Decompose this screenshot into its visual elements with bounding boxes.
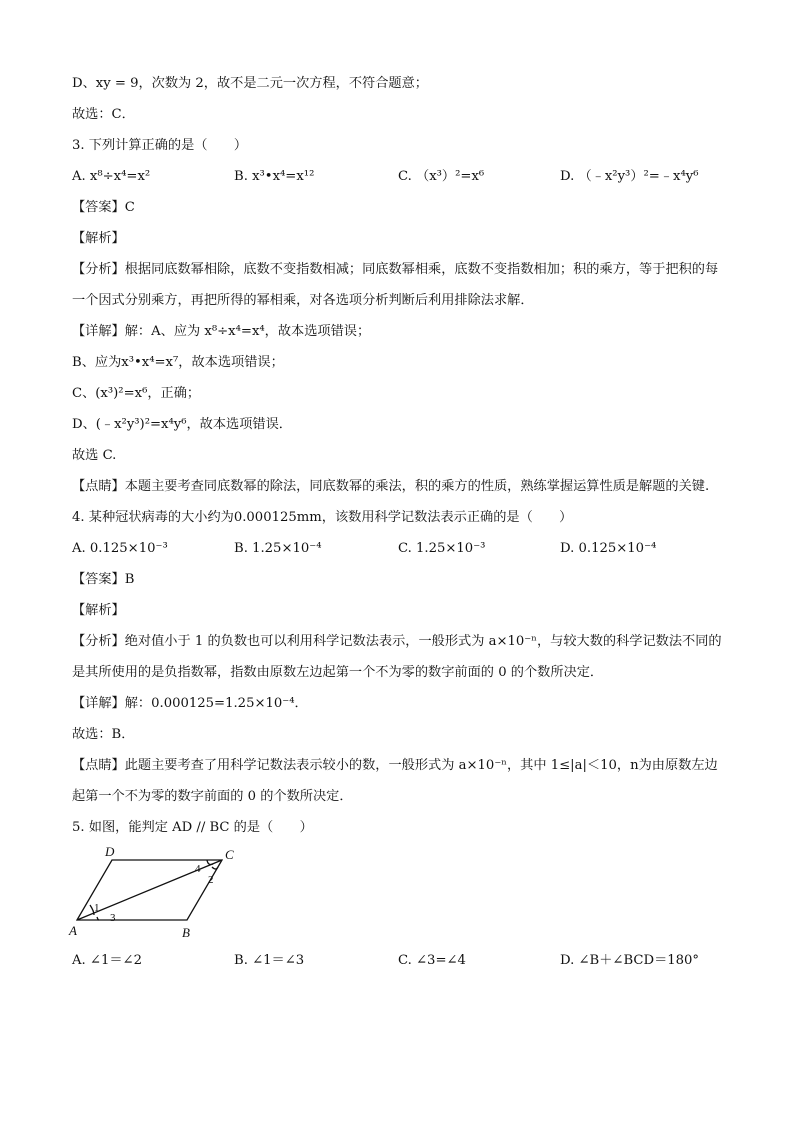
answer-tag: 【答案】 [72, 200, 125, 215]
fenxi-paragraph [72, 254, 722, 316]
answer-tag: 【答案】 [72, 572, 125, 587]
exam-page [69, 68, 722, 976]
fenxi-paragraph [72, 626, 722, 688]
angle-label-4: 4 [195, 863, 201, 875]
option-a: A. 0.125×10⁻³ [72, 541, 168, 556]
question-5-options [72, 945, 722, 976]
fenxi-tag: 【分析】 [72, 634, 125, 649]
text-line: 故选 C. [72, 448, 117, 463]
question-5-stem: 5. 如图，能判定 AD // BC 的是（ ） [72, 820, 313, 835]
angle-arc-2 [212, 867, 218, 869]
option-d: D. ∠B＋∠BCD＝180° [560, 953, 700, 968]
answer-value: C [124, 200, 135, 215]
text-line: D、(﹣x²y³)²=x⁴y⁶，故本选项错误． [72, 417, 292, 432]
option-c: C. ∠3=∠4 [398, 953, 466, 968]
analysis-tag: 【解析】 [72, 231, 125, 246]
option-b: B. ∠1＝∠3 [234, 953, 305, 968]
angle-label-3: 3 [110, 912, 116, 924]
answer-line [72, 192, 722, 223]
dianjing-tag: 【点睛】 [72, 479, 125, 494]
text-line: B、应为x³•x⁴=x⁷，故本选项错误； [72, 355, 284, 370]
fenxi-tag: 【分析】 [72, 262, 125, 277]
label-a: A [69, 923, 77, 938]
option-a: A. ∠1＝∠2 [72, 953, 142, 968]
label-d: D [105, 844, 115, 859]
fenxi-text: 根据同底数幂相除，底数不变指数相减；同底数幂相乘，底数不变指数相加；积的乘方，等于把积的每一个因式分别乘方，再把所得的幂相乘，对各选项分析判断后利用排除法求解． [72, 262, 719, 308]
option-c: C. （x³）²=x⁶ [398, 169, 485, 184]
option-d: D. 0.125×10⁻⁴ [560, 541, 657, 556]
question-3-options [72, 161, 722, 192]
angle-label-1: 1 [94, 902, 100, 914]
xiangjie-tag: 【详解】 [72, 696, 125, 711]
answer-line [72, 564, 722, 595]
angle-label-2: 2 [208, 874, 214, 886]
xiangjie-line [72, 316, 722, 347]
xiangjie-text: 解：0.000125=1.25×10⁻⁴． [124, 696, 308, 711]
fenxi-text: 绝对值小于 1 的负数也可以利用科学记数法表示，一般形式为 a×10⁻ⁿ，与较大数的科学记数法不同的是其所使用的是负指数幂，指数由原数左边起第一个不为零的数字前面的 0 的个数所决定． [72, 634, 722, 680]
answer-value: B [124, 572, 135, 587]
parallelogram-figure [69, 844, 722, 945]
option-a: A. x⁸÷x⁴=x² [72, 169, 151, 184]
question-4-options [72, 533, 722, 564]
dianjing-text: 本题主要考查同底数幂的除法，同底数幂的乘法，积的乘方的性质，熟练掌握运算性质是解题的关键. [124, 479, 710, 494]
option-c: C. 1.25×10⁻³ [398, 541, 486, 556]
option-b: B. 1.25×10⁻⁴ [234, 541, 322, 556]
xiangjie-line [72, 688, 722, 719]
dianjing-text: 此题主要考查了用科学记数法表示较小的数，一般形式为 a×10⁻ⁿ，其中 1≤|a|＜10，n为由原数左边起第一个不为零的数字前面的 0 的个数所决定． [72, 758, 718, 804]
option-b: B. x³•x⁴=x¹² [234, 169, 315, 184]
parallelogram-diagram [69, 844, 272, 945]
text-line: C、(x³)²=x⁶，正确； [72, 386, 201, 401]
text-line: D、xy = 9，次数为 2，故不是二元一次方程，不符合题意； [72, 76, 428, 91]
dianjing-paragraph [72, 471, 722, 502]
analysis-tag: 【解析】 [72, 603, 125, 618]
label-b: B [182, 925, 190, 940]
label-c: C [225, 847, 234, 862]
text-line: 故选：C． [72, 107, 135, 122]
question-3-stem: 3. 下列计算正确的是（ ） [72, 138, 248, 153]
xiangjie-tag: 【详解】 [72, 324, 125, 339]
dianjing-tag: 【点睛】 [72, 758, 125, 773]
question-4-stem: 4. 某种冠状病毒的大小约为0.000125mm，该数用科学记数法表示正确的是（ ） [72, 510, 573, 525]
xiangjie-text: 解：A、应为 x⁸÷x⁴=x⁴，故本选项错误； [124, 324, 371, 339]
text-line: 故选：B． [72, 727, 135, 742]
angle-arc-4 [207, 860, 213, 865]
option-d: D. （﹣x²y³）²=﹣x⁴y⁶ [560, 169, 699, 184]
dianjing-paragraph [72, 750, 722, 812]
